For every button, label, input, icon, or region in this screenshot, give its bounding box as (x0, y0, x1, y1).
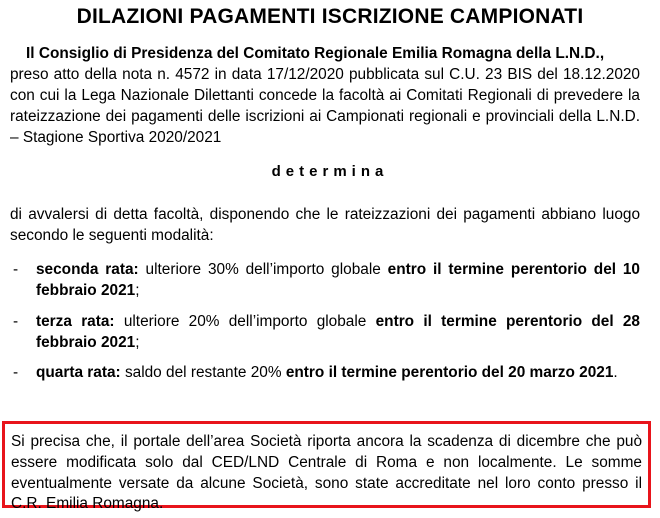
list-item-text (36, 362, 640, 383)
determina-heading: determina (271, 163, 389, 180)
item-deadline: entro il termine perentorio del 20 marzo 2021 (285, 364, 614, 381)
item-label: seconda rata: (36, 261, 139, 278)
item-end: . (613, 364, 618, 381)
list-item-text (36, 311, 640, 353)
avvalersi-paragraph: di avvalersi di detta facoltà, disponendo che le rateizzazioni dei pagamenti abbiano luogo secondo le seguenti modalità: (10, 206, 640, 244)
list-bullet: - (13, 261, 19, 278)
list-item-text (36, 259, 640, 301)
intro-text: preso atto della nota n. 4572 in data 17/12/2020 pubblicata sul C.U. 23 BIS del 18.12.2020 con cui la Lega Nazionale Dilettanti concede la facoltà ai Comitati Regionali di prevedere la rateizzazione dei pagamenti delle iscrizioni ai Campionati regionali e provinciali della L.N.D. – Stagione Sportiva 2020/2021 (10, 66, 640, 146)
item-deadline: entro il termine perentorio del 28 febbraio 2021 (36, 313, 640, 351)
list-bullet: - (13, 313, 19, 330)
intro-paragraph (10, 43, 640, 148)
document-title: DILAZIONI PAGAMENTI ISCRIZIONE CAMPIONATI (76, 5, 584, 28)
notice-box (2, 421, 651, 513)
notice-text: Si precisa che, il portale dell’area Società riporta ancora la scadenza di dicembre che può essere modificata solo dal CED/LND Centrale di Roma e non localmente. Le somme eventualmente versate da alcune Società, sono state accreditate nel loro conto presso il C.R. Emilia Romagna. (11, 433, 642, 513)
item-text: ulteriore 30% dell’importo globale (138, 261, 388, 278)
intro-bold-lead: Il Consiglio di Presidenza del Comitato Regionale Emilia Romagna della L.N.D., (26, 45, 605, 62)
item-deadline: entro il termine perentorio del 10 febbraio 2021 (36, 261, 640, 299)
item-text: saldo del restante 20% (120, 364, 286, 381)
item-end: ; (135, 282, 140, 299)
list-bullet: - (13, 364, 19, 381)
item-label: terza rata: (36, 313, 115, 330)
item-label: quarta rata: (36, 364, 121, 381)
item-text: ulteriore 20% dell’importo globale (114, 313, 376, 330)
item-end: ; (135, 334, 140, 351)
